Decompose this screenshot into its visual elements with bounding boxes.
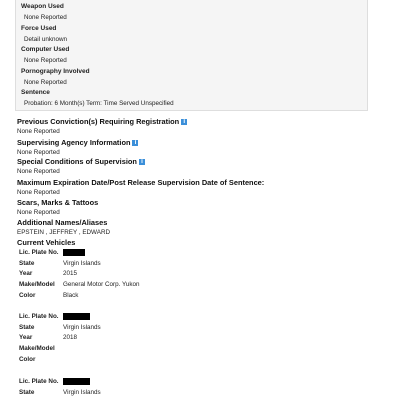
- plate-row: [19, 249, 219, 260]
- section-value: None Reported: [17, 168, 60, 176]
- sentence-field: [21, 89, 174, 107]
- force-used-field: [21, 25, 67, 43]
- color-row: [19, 356, 219, 367]
- color-label: Color: [19, 355, 36, 363]
- year-value: 2015: [63, 270, 78, 278]
- weapon-used-field: [21, 3, 67, 21]
- redacted-plate: [63, 378, 90, 385]
- max-expiration-section: [17, 178, 264, 197]
- section-title: Scars, Marks & Tattoos: [17, 198, 99, 207]
- section-title: Special Conditions of Supervision: [17, 157, 137, 166]
- section-title: Maximum Expiration Date/Post Release Supervision Date of Sentence:: [17, 178, 265, 187]
- section-value: None Reported: [17, 128, 60, 136]
- state-value: Virgin Islands: [63, 259, 101, 267]
- section-value: None Reported: [17, 209, 60, 217]
- state-label: State: [19, 323, 35, 331]
- current-vehicles-heading: [17, 238, 75, 247]
- make-row: [19, 345, 219, 356]
- color-value: Black: [63, 291, 79, 299]
- vehicle-record-1: [19, 249, 219, 302]
- info-icon[interactable]: i: [139, 159, 145, 165]
- vehicle-record-3: [19, 378, 219, 399]
- year-row: [19, 334, 219, 345]
- aliases-section: [17, 218, 110, 237]
- section-title: Additional Names/Aliases: [17, 218, 108, 227]
- state-row: [19, 389, 219, 400]
- year-label: Year: [19, 334, 33, 342]
- make-label: Make/Model: [19, 345, 55, 353]
- year-row: [19, 270, 219, 281]
- field-value: Probation: 6 Month(s) Term: Time Served Unspecified: [24, 99, 174, 107]
- vehicle-record-2: [19, 313, 219, 366]
- offense-details-panel: [15, 0, 368, 111]
- section-title: Current Vehicles: [17, 238, 76, 247]
- make-value: General Motor Corp. Yukon: [63, 281, 140, 289]
- plate-label: Lic. Plate No.: [19, 249, 59, 256]
- previous-convictions-section: [17, 117, 187, 136]
- scars-marks-tattoos-section: [17, 198, 98, 217]
- plate-label: Lic. Plate No.: [19, 313, 59, 320]
- color-row: [19, 292, 219, 303]
- field-value: None Reported: [24, 56, 67, 64]
- plate-label: Lic. Plate No.: [19, 378, 59, 385]
- field-value: None Reported: [24, 78, 67, 86]
- field-value: None Reported: [24, 13, 67, 21]
- state-row: [19, 260, 219, 271]
- pornography-involved-field: [21, 68, 90, 86]
- plate-row: [19, 378, 219, 389]
- state-label: State: [19, 388, 35, 396]
- make-label: Make/Model: [19, 281, 55, 289]
- section-value: EPSTEIN , JEFFREY , EDWARD: [17, 229, 111, 237]
- computer-used-field: [21, 46, 69, 64]
- field-label: Weapon Used: [21, 3, 64, 10]
- state-value: Virgin Islands: [63, 388, 101, 396]
- info-icon[interactable]: i: [132, 140, 138, 146]
- state-row: [19, 324, 219, 335]
- state-value: Virgin Islands: [63, 323, 101, 331]
- state-label: State: [19, 259, 35, 267]
- special-conditions-section: [17, 157, 145, 176]
- info-icon[interactable]: i: [181, 119, 187, 125]
- section-value: None Reported: [17, 149, 60, 157]
- field-label: Pornography Involved: [21, 68, 90, 75]
- section-title: Supervising Agency Information: [17, 138, 131, 147]
- redacted-plate: [63, 249, 85, 256]
- section-title: Previous Conviction(s) Requiring Registration: [17, 117, 180, 126]
- plate-row: [19, 313, 219, 324]
- field-label: Force Used: [21, 25, 57, 32]
- field-label: Computer Used: [21, 46, 70, 53]
- year-value: 2018: [63, 334, 78, 342]
- field-value: Detail unknown: [24, 35, 68, 43]
- supervising-agency-section: [17, 138, 138, 157]
- year-label: Year: [19, 270, 33, 278]
- redacted-plate: [63, 313, 90, 320]
- make-row: [19, 281, 219, 292]
- section-value: None Reported: [17, 189, 60, 197]
- field-label: Sentence: [21, 89, 50, 96]
- color-label: Color: [19, 291, 36, 299]
